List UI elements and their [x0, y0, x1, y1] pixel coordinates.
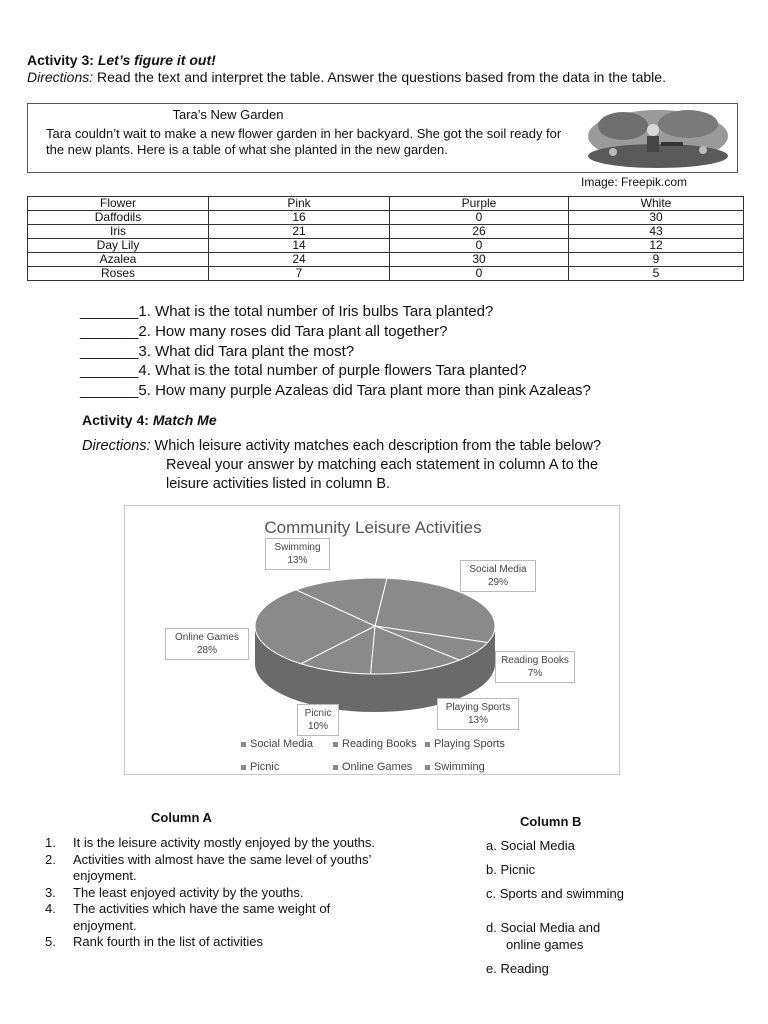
table-cell: 16 [209, 211, 390, 225]
story-box [27, 103, 738, 173]
list-item: 4. The activities which have the same weight of enjoyment. [45, 901, 331, 933]
legend-swatch-icon [425, 742, 430, 747]
column-a-list [45, 835, 385, 951]
list-item: 1. It is the leisure activity mostly enjoyed by the youths. [45, 835, 376, 850]
table-cell: 12 [569, 239, 744, 253]
table-cell: 7 [209, 267, 390, 281]
story-text: Tara couldn’t wait to make a new flower garden in her backyard. She got the soil ready for the new plants. Here is a table of what she planted in the new garden. [46, 126, 562, 157]
activity3-directions: Directions: Read the text and interpret the table. Answer the questions based from the data in the table. [27, 69, 666, 85]
table-row [28, 267, 744, 281]
garden-table [27, 196, 744, 281]
image-credit: Image: Freepik.com [581, 175, 688, 189]
table-cell: 14 [209, 239, 390, 253]
table-cell: 5 [569, 267, 744, 281]
question-1: _______1. What is the total number of Iris bulbs Tara planted? [80, 303, 494, 320]
legend-item: Reading Books [333, 738, 417, 750]
column-b-d-cont: online games [506, 937, 584, 952]
legend-swatch-icon [333, 742, 338, 747]
list-item: 3. The least enjoyed activity by the youths. [45, 884, 304, 900]
callout-online-games: Online Games 28% [165, 628, 249, 660]
header-pink: Pink [209, 197, 390, 211]
table-cell: Day Lily [28, 239, 209, 253]
table-cell: 0 [390, 267, 569, 281]
table-row [28, 211, 744, 225]
table-row [28, 239, 744, 253]
legend-swatch-icon [241, 742, 246, 747]
legend-swatch-icon [425, 765, 430, 770]
header-purple: Purple [390, 197, 569, 211]
table-cell: 0 [390, 211, 569, 225]
legend-item: Online Games [333, 761, 412, 773]
activity4-heading: Activity 4: Match Me [82, 412, 217, 428]
callout-playing-sports: Playing Sports 13% [437, 698, 519, 730]
legend-item: Picnic [241, 761, 279, 773]
activity4-title: Match Me [152, 412, 217, 428]
column-b-d: d. Social Media and [486, 920, 601, 935]
column-b-a: a. Social Media [486, 838, 575, 853]
question-4: _______4. What is the total number of purple flowers Tara planted? [80, 362, 527, 379]
garden-illustration [583, 106, 733, 170]
legend-item: Playing Sports [425, 738, 505, 750]
column-b-heading: Column B [520, 814, 582, 829]
table-cell: Roses [28, 267, 209, 281]
table-cell: Iris [28, 225, 209, 239]
table-cell: 21 [209, 225, 390, 239]
table-cell: 26 [390, 225, 569, 239]
column-b-e: e. Reading [486, 961, 549, 976]
story-title: Tara’s New Garden [172, 107, 284, 122]
callout-reading-books: Reading Books 7% [495, 651, 575, 683]
table-cell: 0 [390, 239, 569, 253]
column-a-heading: Column A [151, 810, 212, 825]
question-5: _______5. How many purple Azaleas did Tara plant more than pink Azaleas? [80, 382, 591, 399]
callout-picnic: Picnic 10% [297, 704, 339, 736]
legend-item: Swimming [425, 761, 485, 773]
table-cell: 9 [569, 253, 744, 267]
list-item: 5. Rank fourth in the list of activities [45, 934, 264, 949]
table-cell: 30 [390, 253, 569, 267]
column-b-b: b. Picnic [486, 862, 536, 877]
header-white: White [569, 197, 744, 211]
table-row [28, 253, 744, 267]
legend-item: Social Media [241, 738, 313, 750]
callout-social-media: Social Media 29% [460, 560, 536, 592]
table-cell: 43 [569, 225, 744, 239]
question-2: _______2. How many roses did Tara plant all together? [80, 323, 448, 340]
activity3-title: Let’s figure it out! [97, 52, 216, 68]
header-flower: Flower [28, 197, 209, 211]
chart-title: Community Leisure Activities [264, 518, 482, 537]
activity4-directions-line3: leisure activities listed in column B. [166, 476, 391, 492]
callout-swimming: Swimming 13% [265, 538, 330, 570]
leisure-chart [124, 505, 620, 775]
activity3-heading: Activity 3: Let’s figure it out! [27, 52, 216, 68]
pie-slices [255, 578, 495, 674]
legend-swatch-icon [333, 765, 338, 770]
table-cell: Azalea [28, 253, 209, 267]
table-cell: 30 [569, 211, 744, 225]
table-header-row [28, 197, 744, 211]
question-3: _______3. What did Tara plant the most? [80, 343, 355, 360]
table-row [28, 225, 744, 239]
list-item: 2. Activities with almost have the same level of youths’ enjoyment. [45, 851, 371, 883]
table-cell: 24 [209, 253, 390, 267]
activity4-directions-line2: Reveal your answer by matching each statement in column A to the [166, 457, 599, 473]
activity4-directions: Directions: Which leisure activity matches each description from the table below? [82, 438, 602, 454]
table-cell: Daffodils [28, 211, 209, 225]
legend-swatch-icon [241, 765, 246, 770]
column-b-c: c. Sports and swimming [486, 886, 624, 901]
